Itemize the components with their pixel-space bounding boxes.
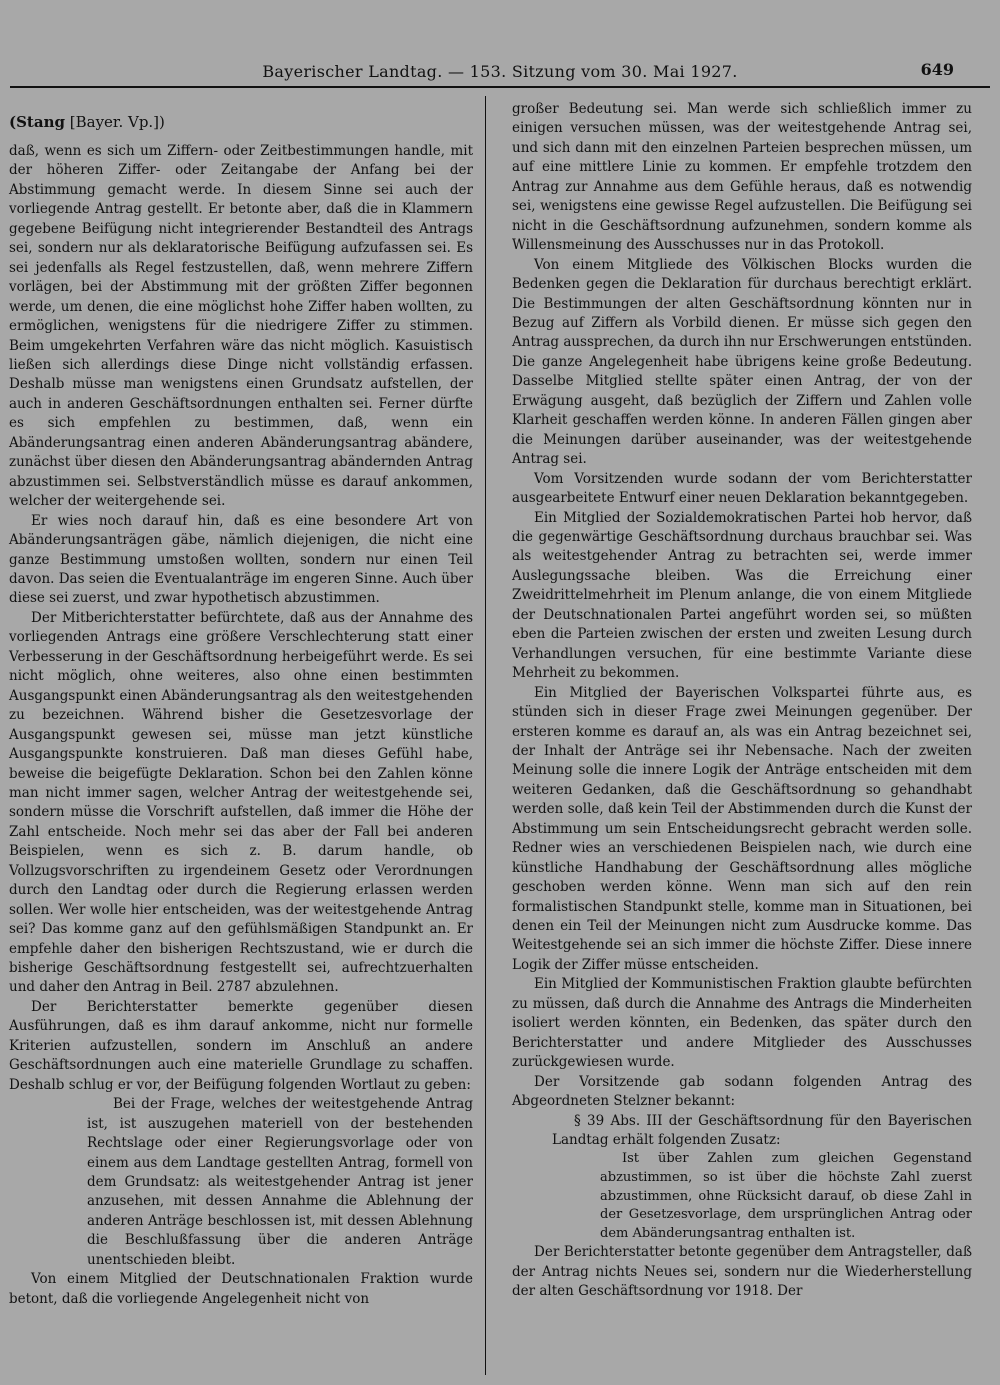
page-number: 649	[920, 60, 954, 79]
paragraph: daß, wenn es sich um Ziffern- oder Zeitbestimmungen handle, mit der höheren Ziffer- oder Zeitangabe der Anfang bei der Abstimmung gemacht werde. In diesem Sinne sei auch der vorliegende Antrag gestellt. Er betonte aber, daß die in Klammern gegebene Beifügung nicht integrierender Bestandteil des Antrags sei, sondern nur als deklaratorische Beifügung aufzufassen sei. Es sei jedenfalls als Regel festzustellen, daß, wenn mehrere Ziffern vorlägen, bei der Abstimmung mit der größten Ziffer begonnen werde, um denen, die eine möglichst hohe Ziffer haben wollten, zu ermöglichen, wenigstens für die niedrigere Ziffer zu stimmen. Beim umgekehrten Verfahren wäre das nicht möglich. Kasuistisch ließen sich allerdings diese Dinge nicht vollständig erfassen. Deshalb müsse man wenigstens einen Grundsatz aufstellen, der auch in anderen Geschäftsordnungen enthalten sei. Ferner dürfte es sich empfehlen zu bestimmen, daß, wenn ein Abänderungsantrag einen anderen Abänderungsantrag abändere, zunächst über diesen den Abänderungsantrag abändernden Antrag abzustimmen sei. Selbstverständlich müsse es darauf ankommen, welcher der weitergehende sei.	[9, 143, 473, 510]
paragraph: Der Berichterstatter bemerkte gegenüber diesen Ausführungen, daß es ihm darauf ankomme, nicht nur formelle Kriterien aufzustellen, sondern im Anschluß an andere Geschäftsordnungen auch eine materielle Grundlage zu schaffen. Deshalb schlug er vor, der Beifügung folgenden Wortlaut zu geben:	[9, 998, 473, 1093]
paragraph: Der Mitberichterstatter befürchtete, daß aus der Annahme des vorliegenden Antrags eine größere Verschlechterung statt einer Verbesserung in der Geschäftsordnung herbeigeführt werde. Es sei nicht möglich, ohne weiteres, also ohne einen bestimmten Ausgangspunkt einen Abänderungsantrag als den weitestgehenden zu bezeichnen. Während bisher die Gesetzesvorlage der Ausgangspunkt gewesen sei, müsse man jetzt künstliche Ausgangspunkte konstruieren. Daß man dieses Gefühl habe, beweise die beigefügte Deklaration. Schon bei den Zahlen könne man nicht immer sagen, welcher Antrag der weitestgehende sei, sondern müsse die Vorschrift aufstellen, daß immer die Höhe der Zahl entscheide. Noch mehr sei das aber der Fall bei anderen Beispielen, wenn es sich z. B. darum handle, ob Vollzugsvorschriften zu irgendeinem Gesetz oder Verordnungen durch den Landtag oder durch die Regierung erlassen werden sollen. Wer wolle hier entscheiden, was der weitestgehende Antrag sei? Das komme ganz auf den gefühlsmäßigen Standpunkt an. Er empfehle daher den bisherigen Rechtszustand, wie er durch die bisherige Geschäftsordnung festgestellt sei, aufrechtzuerhalten und daher den Antrag in Beil. 2787 abzulehnen.	[9, 609, 473, 996]
speaker-party: [Bayer. Vp.])	[64, 113, 165, 131]
paragraph: Ein Mitglied der Kommunistischen Fraktion glaubte befürchten zu müssen, daß durch die Annahme des Antrags die Minderheiten isoliert werden könnten, ein Bedenken, das später durch den Berichterstatter und andere Mitglieder des Ausschusses zurückgewiesen wurde.	[512, 976, 972, 1071]
paragraph: großer Bedeutung sei. Man werde sich schließlich immer zu einigen versuchen müssen, was der weitestgehende Antrag sei, und sich dann mit den einzelnen Parteien besprechen müssen, um auf eine mittlere Linie zu kommen. Er empfehle trotzdem den Antrag zur Annahme aus dem Gefühle heraus, daß es notwendig sei, wenigstens eine gewisse Regel aufzustellen. Die Beifügung sei nicht in die Geschäftsordnung aufzunehmen, sondern komme als Willensmeinung des Ausschusses nur in das Protokoll.	[512, 101, 972, 254]
right-column	[512, 100, 972, 1302]
left-column	[9, 96, 473, 1309]
paragraph: Von einem Mitgliede des Völkischen Blocks wurden die Bedenken gegen die Deklaration für durchaus berechtigt erklärt. Die Bestimmungen der alten Geschäftsordnung könnten nur in Bezug auf Ziffern als Vorbild dienen. Er müsse sich gegen den Antrag aussprechen, da durch ihn nur Erschwerungen entstünden. Die ganze Angelegenheit habe übrigens keine große Bedeutung. Dasselbe Mitglied stellte später einen Antrag, der von der Erwägung ausgeht, daß bezüglich der Ziffern und Zahlen volle Klarheit geschaffen werden könne. In anderen Fällen gingen aber die Meinungen darüber auseinander, was der weitestgehende Antrag sei.	[512, 256, 972, 468]
paragraph: Von einem Mitglied der Deutschnationalen Fraktion wurde betont, daß die vorliegende Angelegenheit nicht von	[9, 1271, 473, 1307]
paragraph: Ein Mitglied der Bayerischen Volkspartei führte aus, es stünden sich in dieser Frage zwei Meinungen gegenüber. Der ersteren komme es darauf an, als was ein Antrag bezeichnet sei, der Inhalt der Anträge sei ihr Nebensache. Nach der zweiten Meinung solle die innere Logik der Anträge entscheiden mit dem weiteren Gedanken, daß die Geschäftsordnung so gehandhabt werden solle, daß kein Teil der Abstimmenden durch die Kunst der Abstimmung um sein Entscheidungsrecht gebracht werden solle. Redner wies an verschiedenen Beispielen nach, wie durch eine künstliche Handhabung der Geschäftsordnung alles mögliche geschoben werden könne. Wenn man sich auf den rein formalistischen Standpunkt stelle, komme man in Situationen, bei denen ein Teil der Meinungen nicht zum Ausdrucke komme. Das Weitestgehende sei an sich immer die höchste Ziffer. Diese innere Logik der Ziffer müsse entscheiden.	[512, 684, 972, 973]
quoted-wording: Bei der Frage, welches der weitestgehende Antrag ist, ist auszugehen materiell von der bestehenden Rechtslage oder einer Regierungsvorlage oder von einem aus dem Landtage gestellten Antrag, formell von dem Grundsatz: als weitestgehender Antrag ist jener anzusehen, mit dessen Annahme die Ablehnung der anderen Anträge beschlossen ist, mit dessen Ablehnung die Beschlußfassung über die anderen Anträge unentschieden bleibt.	[87, 1096, 473, 1268]
paragraph: Der Vorsitzende gab sodann folgenden Antrag des Abgeordneten Stelzner bekannt:	[512, 1073, 972, 1110]
paragraph: Der Berichterstatter betonte gegenüber dem Antragsteller, daß der Antrag nichts Neues sei, sondern nur die Wiederherstellung der alten Geschäftsordnung vor 1918. Der	[512, 1244, 972, 1300]
speaker-line	[9, 112, 473, 132]
column-divider	[485, 96, 486, 1375]
amendment-intro: § 39 Abs. III der Geschäftsordnung für den Bayerischen Landtag erhält folgenden Zusatz:	[552, 1112, 972, 1149]
running-title: Bayerischer Landtag. — 153. Sitzung vom 30. Mai 1927.	[262, 62, 738, 81]
header-rule	[10, 86, 990, 88]
page-header	[10, 52, 990, 88]
paragraph: Vom Vorsitzenden wurde sodann der vom Berichterstatter ausgearbeitete Entwurf einer neuen Deklaration bekanntgegeben.	[512, 470, 972, 507]
amendment-text: Ist über Zahlen zum gleichen Gegenstand abzustimmen, so ist über die höchste Zahl zuerst abzustimmen, ohne Rücksicht darauf, ob diese Zahl in der Gesetzesvorlage, dem ursprünglichen Antrag oder dem Abänderungsantrag enthalten ist.	[600, 1151, 972, 1241]
paragraph: Ein Mitglied der Sozialdemokratischen Partei hob hervor, daß die gegenwärtige Geschäftsordnung durchaus brauchbar sei. Was als weitestgehender Antrag zu betrachten sei, werde immer Auslegungssache bleiben. Was die Erreichung einer Zweidrittelmehrheit im Plenum anlange, die von einem Mitgliede der Deutschnationalen Partei angeführt worden sei, so müßten eben die Parteien zwischen der ersten und zweiten Lesung durch Verhandlungen versuchen, für eine bestimmte Variante diese Mehrheit zu bekommen.	[512, 509, 972, 682]
speaker-name: (Stang	[9, 113, 65, 131]
paragraph: Er wies noch darauf hin, daß es eine besondere Art von Abänderungsanträgen gäbe, nämlich diejenigen, die nicht eine ganze Bestimmung umstoßen wollten, sondern nur einen Teil davon. Das seien die Eventualanträge im engeren Sinne. Auch über diese sei zuerst, und zwar hypothetisch abzustimmen.	[9, 512, 473, 607]
